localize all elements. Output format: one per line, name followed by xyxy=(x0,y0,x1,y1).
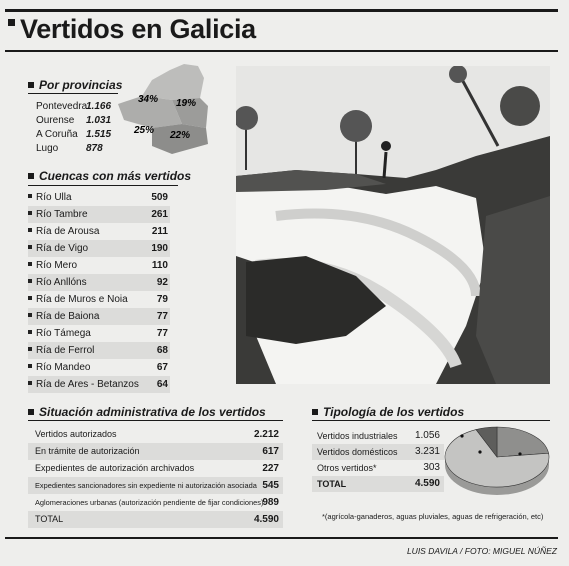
province-row: Ourense 1.031 xyxy=(36,115,112,126)
basin-row: Río Ulla 509 xyxy=(28,189,170,206)
map-pct-ourense: 22% xyxy=(170,130,191,141)
administrativa-underline xyxy=(28,420,283,421)
top-rule xyxy=(5,9,558,12)
basin-row: Río Tambre 261 xyxy=(28,206,170,223)
section-bullet xyxy=(28,82,34,88)
waterfall-photo xyxy=(236,66,550,384)
admin-row: Aglomeraciones urbanas (autorización pendiente de fijar condiciones) 989 xyxy=(35,497,279,508)
section-bullet xyxy=(312,409,318,415)
pie-leader-dot xyxy=(460,434,463,437)
map-pct-a-coruna: 34% xyxy=(138,94,159,105)
credit: LUIS DAVILA / FOTO: MIGUEL NÚÑEZ xyxy=(406,546,557,556)
province-row: Pontevedra1.166 xyxy=(36,101,112,112)
cuencas-heading: Cuencas con más vertidos xyxy=(28,169,191,183)
admin-row: Vertidos autorizados 2.212 xyxy=(35,429,279,440)
basin-row: Ría de Vigo 190 xyxy=(28,240,170,257)
pie-leader-dot xyxy=(478,450,481,453)
administrativa-heading: Situación administrativa de los vertidos xyxy=(28,405,266,419)
basin-row: Ría de Baiona 77 xyxy=(28,308,170,325)
title-bullet xyxy=(8,19,15,26)
basin-row: Río Mandeo 67 xyxy=(28,359,170,376)
cuencas-underline xyxy=(28,185,178,186)
tipologia-total-row: TOTAL 4.590 xyxy=(312,476,444,492)
section-bullet xyxy=(28,173,34,179)
basin-row: Ría de Muros e Noia 79 xyxy=(28,291,170,308)
admin-row: Expedientes sancionadores sin expediente ni autorización asociada 545 xyxy=(28,477,283,494)
galicia-map xyxy=(112,58,214,158)
section-bullet xyxy=(28,409,34,415)
basin-row: Río Mero 110 xyxy=(28,257,170,274)
tipologia-heading: Tipología de los vertidos xyxy=(312,405,464,419)
provincias-underline xyxy=(28,93,118,94)
basin-row: Ría de Arousa 211 xyxy=(28,223,170,240)
provincias-heading: Por provincias xyxy=(28,78,122,92)
pie-slice-industriales xyxy=(497,427,549,457)
admin-total-row: TOTAL 4.590 xyxy=(28,511,283,528)
tipologia-footnote: *(agrícola-ganaderos, aguas pluviales, aguas de refrigeración, etc) xyxy=(322,512,544,521)
tipologia-row: Vertidos domésticos 3.231 xyxy=(312,444,444,460)
page-title-text: Vertidos en Galicia xyxy=(20,14,256,44)
map-pct-pontevedra: 25% xyxy=(134,125,155,136)
page-title xyxy=(8,14,256,45)
bottom-rule xyxy=(5,537,558,539)
basin-row: Río Anllóns 92 xyxy=(28,274,170,291)
tipologia-row: Otros vertidos* 303 xyxy=(317,462,440,473)
basin-row: Río Támega 77 xyxy=(28,325,170,342)
province-row: Lugo 878 xyxy=(36,143,103,154)
admin-row: Expedientes de autorización archivados 227 xyxy=(35,463,279,474)
pie-leader-dot xyxy=(518,452,521,455)
basin-row: Ría de Ferrol 68 xyxy=(28,342,170,359)
basin-row: Ría de Ares - Betanzos 64 xyxy=(28,376,170,393)
admin-row: En trámite de autorización 617 xyxy=(28,443,283,460)
tipologia-row: Vertidos industriales 1.056 xyxy=(317,430,440,441)
tipologia-pie xyxy=(440,420,555,500)
map-pct-lugo: 19% xyxy=(176,98,197,109)
title-rule xyxy=(5,50,558,52)
province-row: A Coruña 1.515 xyxy=(36,129,112,140)
